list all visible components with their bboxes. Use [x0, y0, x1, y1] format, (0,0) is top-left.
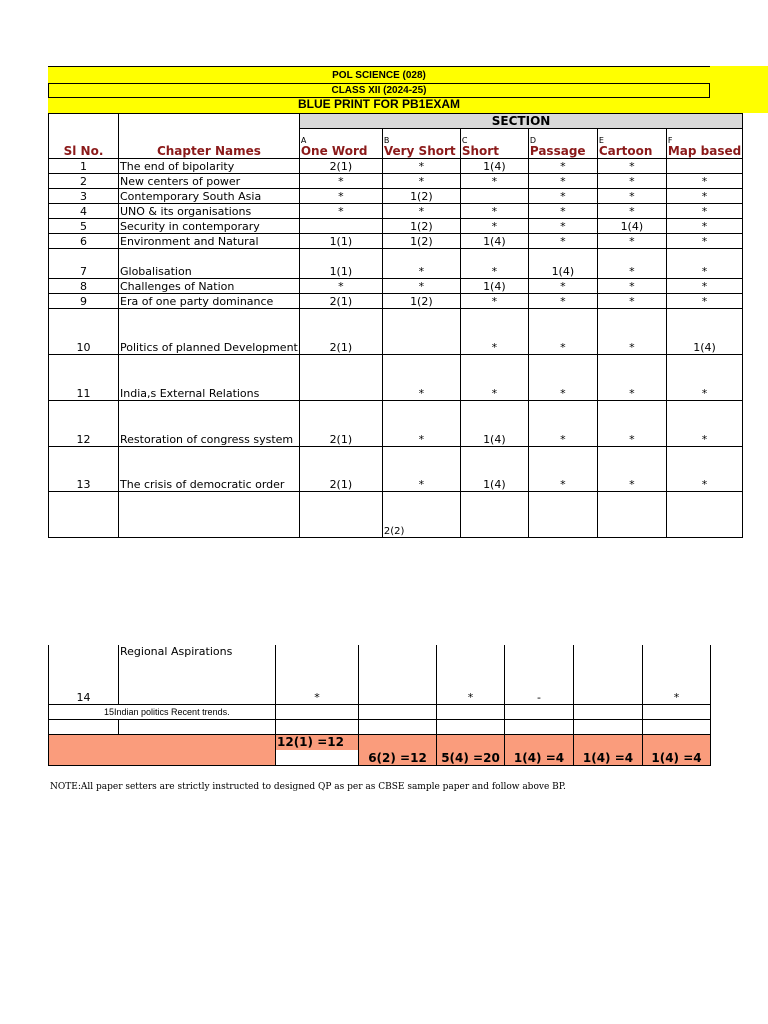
table-row — [49, 645, 711, 704]
row-sl: 9 — [49, 294, 119, 309]
row-e — [574, 645, 643, 704]
row-b: * — [382, 279, 460, 294]
row-b: 1(2) — [382, 234, 460, 249]
row-a — [299, 492, 382, 538]
table-row — [49, 174, 743, 189]
row-c: * — [460, 204, 528, 219]
row-f: * — [666, 189, 742, 204]
row-a: 2(1) — [299, 159, 382, 174]
row-a: * — [299, 189, 382, 204]
row-e: * — [597, 189, 666, 204]
row-a: 1(1) — [299, 249, 382, 279]
row-b — [359, 645, 437, 704]
subject-title-band — [48, 66, 710, 83]
row-sl: 11 — [49, 355, 119, 401]
row-sl: 7 — [49, 249, 119, 279]
chapter-header: Chapter Names — [119, 114, 300, 159]
row-b: * — [382, 174, 460, 189]
row-e: * — [597, 249, 666, 279]
empty-cell — [643, 719, 711, 734]
row-e: * — [597, 401, 666, 447]
row-a: * — [299, 204, 382, 219]
row-chapter: Security in contemporary — [119, 219, 300, 234]
row-d: * — [528, 279, 597, 294]
blueprint-title: BLUE PRINT FOR PB1EXAM — [297, 97, 460, 111]
totals-row — [49, 734, 711, 765]
row-d: * — [528, 447, 597, 492]
table-row — [49, 249, 743, 279]
row-chapter: The end of bipolarity — [119, 159, 300, 174]
table-row — [49, 309, 743, 355]
row-e: * — [597, 159, 666, 174]
row-a: 2(1) — [299, 294, 382, 309]
empty-cell — [643, 704, 711, 719]
row-a: 1(1) — [299, 234, 382, 249]
row-a: * — [299, 174, 382, 189]
row-c: 1(4) — [460, 234, 528, 249]
slno-header: Sl No. — [49, 114, 119, 159]
total-a: 12(1) =12 — [276, 734, 359, 765]
row-c: * — [460, 355, 528, 401]
empty-cell — [574, 704, 643, 719]
row-d: * — [528, 219, 597, 234]
row-sl: 5 — [49, 219, 119, 234]
row-c: 1(4) — [460, 401, 528, 447]
row-d — [528, 492, 597, 538]
empty-cell — [119, 719, 276, 734]
row-b: * — [382, 355, 460, 401]
row-f — [666, 492, 742, 538]
row-a: * — [299, 279, 382, 294]
row-b: * — [382, 447, 460, 492]
row-sl: 12 — [49, 401, 119, 447]
row-f — [666, 159, 742, 174]
row-f: * — [666, 174, 742, 189]
row-d: * — [528, 204, 597, 219]
row-a: 2(1) — [299, 447, 382, 492]
row-e: * — [597, 279, 666, 294]
row-b: * — [382, 401, 460, 447]
row-c: 1(4) — [460, 447, 528, 492]
blueprint-table-continued — [48, 645, 711, 766]
row-chapter: Restoration of congress system — [119, 401, 300, 447]
row-d: * — [528, 234, 597, 249]
page-gap — [0, 540, 768, 645]
empty-cell — [505, 719, 574, 734]
section-d-header: D Passage — [528, 129, 597, 159]
row-e: * — [597, 294, 666, 309]
class-title: CLASS XII (2024-25) — [331, 85, 427, 96]
table-row — [49, 401, 743, 447]
row-sl: 13 — [49, 447, 119, 492]
row-f: * — [666, 249, 742, 279]
highlight-band — [710, 66, 768, 113]
row-d: * — [528, 401, 597, 447]
row-a — [299, 355, 382, 401]
row-d: * — [528, 355, 597, 401]
row-chapter: India,s External Relations — [119, 355, 300, 401]
empty-cell — [359, 719, 437, 734]
row-f: * — [666, 219, 742, 234]
empty-cell — [505, 704, 574, 719]
section-b-header: B Very Short — [382, 129, 460, 159]
row-b: 1(2) — [382, 189, 460, 204]
row-c: 1(4) — [460, 159, 528, 174]
table-row — [49, 159, 743, 174]
row-e: * — [597, 309, 666, 355]
row-f: * — [666, 204, 742, 219]
row-sl: 10 — [49, 309, 119, 355]
total-e: 1(4) =4 — [574, 734, 643, 765]
row-d: * — [528, 159, 597, 174]
empty-cell — [437, 704, 505, 719]
row-b: * — [382, 204, 460, 219]
row-a: 2(1) — [299, 401, 382, 447]
row-sl — [49, 492, 119, 538]
row-sl: 3 — [49, 189, 119, 204]
row-d: * — [528, 189, 597, 204]
row-f: * — [666, 447, 742, 492]
total-f: 1(4) =4 — [643, 734, 711, 765]
row-f: * — [666, 294, 742, 309]
row-e: * — [597, 174, 666, 189]
table-row — [49, 492, 743, 538]
row-sl: 8 — [49, 279, 119, 294]
section-header: SECTION — [299, 114, 742, 129]
empty-cell — [49, 719, 119, 734]
empty-cell — [359, 704, 437, 719]
row-chapter: New centers of power — [119, 174, 300, 189]
row-chapter-15: 15Indian politics Recent trends. — [49, 704, 276, 719]
row-e: * — [597, 355, 666, 401]
row-b: 1(2) — [382, 219, 460, 234]
row-chapter — [119, 492, 300, 538]
row-c: * — [460, 174, 528, 189]
row-b: 2(2) — [382, 492, 460, 538]
note-text: NOTE:All paper setters are strictly instructed to designed QP as per as CBSE sample paper and follow above BP. — [50, 782, 566, 792]
blueprint-table — [48, 113, 743, 538]
section-c-header: C Short — [460, 129, 528, 159]
table-row — [49, 234, 743, 249]
row-f: * — [666, 234, 742, 249]
row-chapter: Regional Aspirations — [119, 645, 276, 704]
row-chapter: Era of one party dominance — [119, 294, 300, 309]
row-c: * — [460, 309, 528, 355]
section-a-header: A One Word — [299, 129, 382, 159]
row-d: * — [528, 174, 597, 189]
row-b: * — [382, 159, 460, 174]
row-chapter: Challenges of Nation — [119, 279, 300, 294]
row-f: 1(4) — [666, 309, 742, 355]
section-e-header: E Cartoon — [597, 129, 666, 159]
row-e: * — [597, 204, 666, 219]
row-chapter: Globalisation — [119, 249, 300, 279]
row-f: * — [643, 645, 711, 704]
row-chapter: UNO & its organisations — [119, 204, 300, 219]
table-row — [49, 189, 743, 204]
row-a: * — [276, 645, 359, 704]
row-sl: 1 — [49, 159, 119, 174]
row-c: 1(4) — [460, 279, 528, 294]
totals-label-cell — [49, 734, 276, 765]
row-b: * — [382, 249, 460, 279]
row-c: * — [460, 249, 528, 279]
row-e — [597, 492, 666, 538]
section-f-header: F Map based — [666, 129, 742, 159]
table-row — [49, 204, 743, 219]
row-c: * — [437, 645, 505, 704]
table-row — [49, 219, 743, 234]
row-d: - — [505, 645, 574, 704]
row-f: * — [666, 401, 742, 447]
table-row — [49, 294, 743, 309]
table-row — [49, 355, 743, 401]
row-chapter: The crisis of democratic order — [119, 447, 300, 492]
row-a — [299, 219, 382, 234]
subject-title: POL SCIENCE (028) — [332, 70, 426, 81]
row-a: 2(1) — [299, 309, 382, 355]
table-row — [49, 719, 711, 734]
row-chapter: Politics of planned Development — [119, 309, 300, 355]
row-d: 1(4) — [528, 249, 597, 279]
row-f: * — [666, 355, 742, 401]
table-row — [49, 704, 711, 719]
class-title-band — [48, 83, 710, 98]
row-d: * — [528, 309, 597, 355]
total-c: 5(4) =20 — [437, 734, 505, 765]
row-c: * — [460, 294, 528, 309]
empty-cell — [276, 719, 359, 734]
row-e: 1(4) — [597, 219, 666, 234]
row-chapter: Contemporary South Asia — [119, 189, 300, 204]
row-b — [382, 309, 460, 355]
total-d: 1(4) =4 — [505, 734, 574, 765]
row-sl: 4 — [49, 204, 119, 219]
table-row — [49, 447, 743, 492]
row-chapter: Environment and Natural — [119, 234, 300, 249]
row-f: * — [666, 279, 742, 294]
empty-cell — [437, 719, 505, 734]
row-sl: 14 — [49, 645, 119, 704]
row-c — [460, 189, 528, 204]
row-c — [460, 492, 528, 538]
table-row — [49, 279, 743, 294]
blueprint-title-band — [48, 98, 710, 113]
row-b: 1(2) — [382, 294, 460, 309]
row-e: * — [597, 447, 666, 492]
row-c: * — [460, 219, 528, 234]
empty-cell — [574, 719, 643, 734]
empty-cell — [276, 704, 359, 719]
row-sl: 2 — [49, 174, 119, 189]
row-e: * — [597, 234, 666, 249]
row-d: * — [528, 294, 597, 309]
total-b: 6(2) =12 — [359, 734, 437, 765]
row-sl: 6 — [49, 234, 119, 249]
